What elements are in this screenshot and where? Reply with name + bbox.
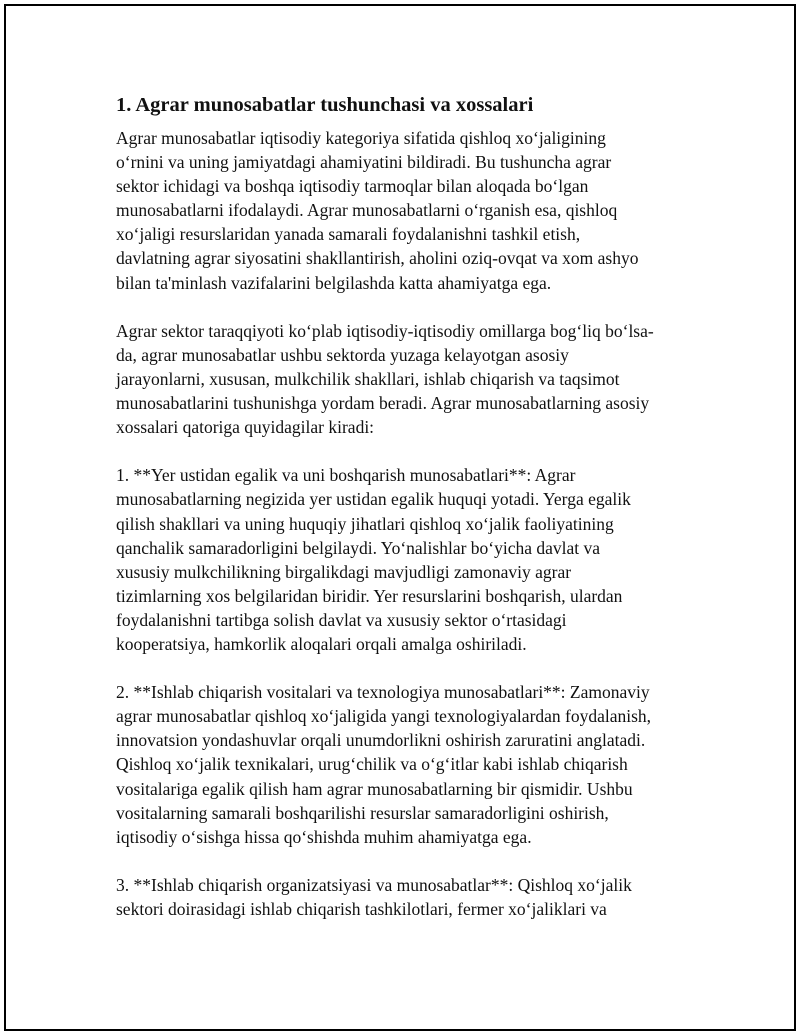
text-line: sektori doirasidagi ishlab chiqarish tashkilotlari, fermer xo‘jaliklari va xyxy=(116,899,607,919)
text-line: munosabatlarini tushunishga yordam beradi. Agrar munosabatlarning asosiy xyxy=(116,393,650,414)
text-line: Agrar sektor taraqqiyoti ko‘plab iqtisodiy-iqtisodiy omillarga bog‘liq bo‘lsa- xyxy=(116,320,654,341)
text-line: xo‘jaligi resurslaridan yanada samarali foydalanishni tashkil etish, xyxy=(116,224,581,245)
text-line: qilish shakllari va uning huquqiy jihatlari qishloq xo‘jalik faoliyatining xyxy=(116,513,614,534)
text-line: munosabatlarning negizida yer ustidan egalik huquqi yotadi. Yerga egalik xyxy=(116,489,631,510)
text-line: 2. **Ishlab chiqarish vositalari va texnologiya munosabatlari**: Zamonaviy xyxy=(116,682,650,703)
text-line: agrar munosabatlar qishloq xo‘jaligida yangi texnologiyalardan foydalanish, xyxy=(116,706,652,727)
text-line: da, agrar munosabatlar ushbu sektorda yuzaga kelayotgan asosiy xyxy=(116,344,569,365)
paragraph-spacer xyxy=(116,656,688,680)
text-line: qanchalik samaradorligini belgilaydi. Yo‘nalishlar bo‘yicha davlat va xyxy=(116,537,601,558)
paragraph-spacer xyxy=(116,295,688,319)
text-line: bilan ta'minlash vazifalarini belgilashda katta ahamiyatga ega. xyxy=(116,272,552,293)
text-line: kooperatsiya, hamkorlik aloqalari orqali amalga oshiriladi. xyxy=(116,633,527,654)
list-item-production-organization xyxy=(116,873,688,921)
list-item-land-ownership xyxy=(116,463,688,656)
text-line: 3. **Ishlab chiqarish organizatsiyasi va munosabatlar**: Qishloq xo‘jalik xyxy=(116,874,632,895)
text-line: sektor ichidagi va boshqa iqtisodiy tarmoqlar bilan aloqada bo‘lgan xyxy=(116,176,589,197)
text-line: jarayonlarni, xususan, mulkchilik shakllari, ishlab chiqarish va taqsimot xyxy=(116,368,620,389)
text-line: tizimlarning xos belgilaridan biridir. Yer resurslarini boshqarish, ulardan xyxy=(116,585,623,606)
paragraph-sector xyxy=(116,319,688,439)
text-line: xususiy mulkchilikning birgalikdagi mavjudligi zamonaviy agrar xyxy=(116,561,572,582)
text-line: Agrar munosabatlar iqtisodiy kategoriya sifatida qishloq xo‘jaligining xyxy=(116,128,606,148)
text-line: munosabatlarni ifodalaydi. Agrar munosabatlarni o‘rganish esa, qishloq xyxy=(116,200,618,221)
section-heading: 1. Agrar munosabatlar tushunchasi va xossalari xyxy=(116,94,534,116)
text-line: Qishloq xo‘jalik texnikalari, urug‘chilik va o‘g‘itlar kabi ishlab chiqarish xyxy=(116,754,628,775)
text-line: innovatsion yondashuvlar orqali unumdorlikni oshirish zaruratini anglatadi. xyxy=(116,730,646,751)
list-item-production-means xyxy=(116,680,688,849)
text-line: xossalari qatoriga quyidagilar kiradi: xyxy=(116,417,375,438)
text-line: vositalariga egalik qilish ham agrar munosabatlarning bir qismidir. Ushbu xyxy=(116,778,633,799)
document-body xyxy=(116,92,688,921)
paragraph-intro xyxy=(116,126,688,295)
text-line: o‘rnini va uning jamiyatdagi ahamiyatini bildiradi. Bu tushuncha agrar xyxy=(116,152,612,173)
text-line: foydalanishni tartibga solish davlat va xususiy sektor o‘rtasidagi xyxy=(116,609,567,630)
text-line: 1. **Yer ustidan egalik va uni boshqarish munosabatlari**: Agrar xyxy=(116,465,576,486)
text-line: davlatning agrar siyosatini shakllantirish, aholini oziq-ovqat va xom ashyo xyxy=(116,248,639,269)
paragraph-spacer xyxy=(116,849,688,873)
text-line: iqtisodiy o‘sishga hissa qo‘shishda muhim ahamiyatga ega. xyxy=(116,826,532,847)
paragraph-spacer xyxy=(116,439,688,463)
text-line: vositalarning samarali boshqarilishi resurslar samaradorligini oshirish, xyxy=(116,802,609,823)
